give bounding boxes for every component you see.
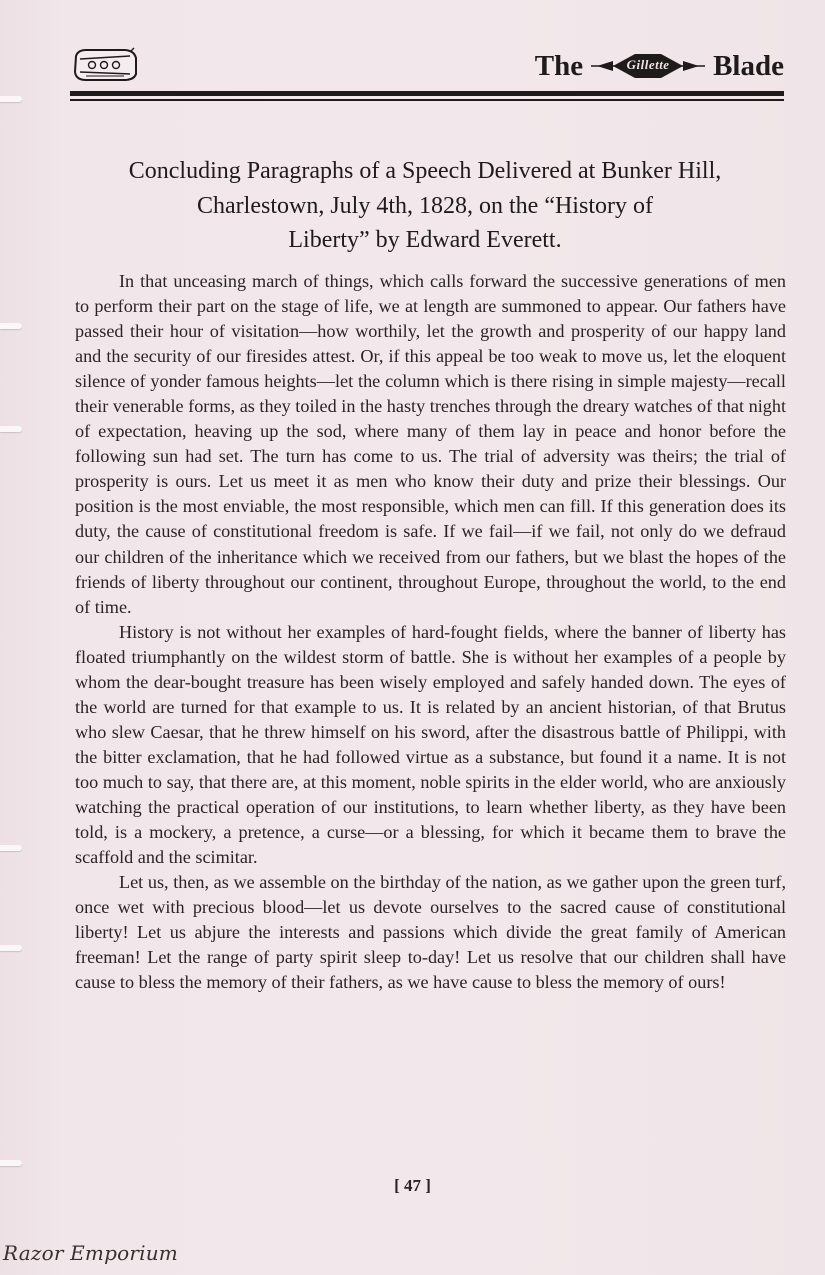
brand-label: Gillette: [626, 57, 670, 72]
masthead-the: The: [534, 49, 584, 82]
paragraph: History is not without her examples of hard-fought fields, where the banner of liberty has floated triumphantly on the wildest storm of battle. She is without her examples of a people by whom the dear-bought treasure has been wisely employed and safely handed down. The eyes of the world are turned for that example to us. It is related by an ancient historian, of that Brutus who slew Caesar, that he threw himself on his sword, after the disastrous battle of Philippi, with the bitter exclamation, that he had followed virtue as a substance, but found it a name. It is not too much to say, that there are, at this moment, noble spirits in the elder world, who are anxiously watching the practical operation of our institutions, to learn whether liberty, as they have been told, is a mockery, a pretence, a curse—or a blessing, for which it became them to brave the scaffold and the scimitar.: [75, 621, 786, 868]
article-title: [90, 154, 760, 258]
gillette-diamond-icon: [591, 51, 705, 81]
paragraph: In that unceasing march of things, which calls forward the successive generations of men to perform their part on the stage of life, we at length are summoned to appear. Our fathers have passed their hour of visitation—how worthily, let the growth and prosperity of our happy land and the security of our firesides attest. Or, if this appeal be too weak to move us, let the eloquent silence of yonder famous heights—let the column which is there rising in simple majesty—recall their venerable forms, as they toiled in the hasty trenches through the dreary watches of that night of expectation, heaving up the sod, where many of them lay in peace and honor before the following sun had set. The turn has come to us. The trial of adversity was theirs; the trial of prosperity is ours. Let us meet it as men who know their duty and prize their blessings. Our position is the most enviable, the most responsible, which men can fill. If this generation does its duty, the cause of constitutional freedom is safe. If we fail—if we fail, not only do we defraud our children of the inheritance which we received from our fathers, but we blast the hopes of the friends of liberty throughout our continent, throughout Europe, throughout the world, to the end of time.: [75, 271, 786, 617]
binding-hole: [0, 945, 22, 951]
page-number: [ 47 ]: [394, 1176, 431, 1195]
binding-hole: [0, 1160, 22, 1166]
binding-hole: [0, 323, 22, 329]
binding-hole: [0, 845, 22, 851]
title-line: Liberty” by Edward Everett.: [288, 227, 562, 253]
article-body: [75, 269, 786, 995]
razor-box-icon: [72, 46, 138, 84]
masthead-blade: Blade: [713, 49, 784, 82]
binding-hole: [0, 426, 22, 432]
header-rule-thick: [70, 91, 784, 96]
title-line: Charlestown, July 4th, 1828, on the “History of: [197, 192, 653, 219]
watermark: Razor Emporium: [3, 1241, 178, 1265]
masthead: [535, 46, 784, 86]
header-rule-thin: [70, 99, 784, 101]
title-line: Concluding Paragraphs of a Speech Delivered at Bunker Hill,: [128, 158, 722, 184]
binding-hole: [0, 96, 22, 102]
paragraph: Let us, then, as we assemble on the birthday of the nation, as we gather upon the green turf, once wet with precious blood—let us devote ourselves to the sacred cause of constitutional liberty! Let us abjure the interests and passions which divide the great family of American freeman! Let the range of party spirit sleep to-day! Let us resolve that our children shall have cause to bless the memory of their fathers, as we have cause to bless the memory of ours!: [75, 872, 786, 993]
